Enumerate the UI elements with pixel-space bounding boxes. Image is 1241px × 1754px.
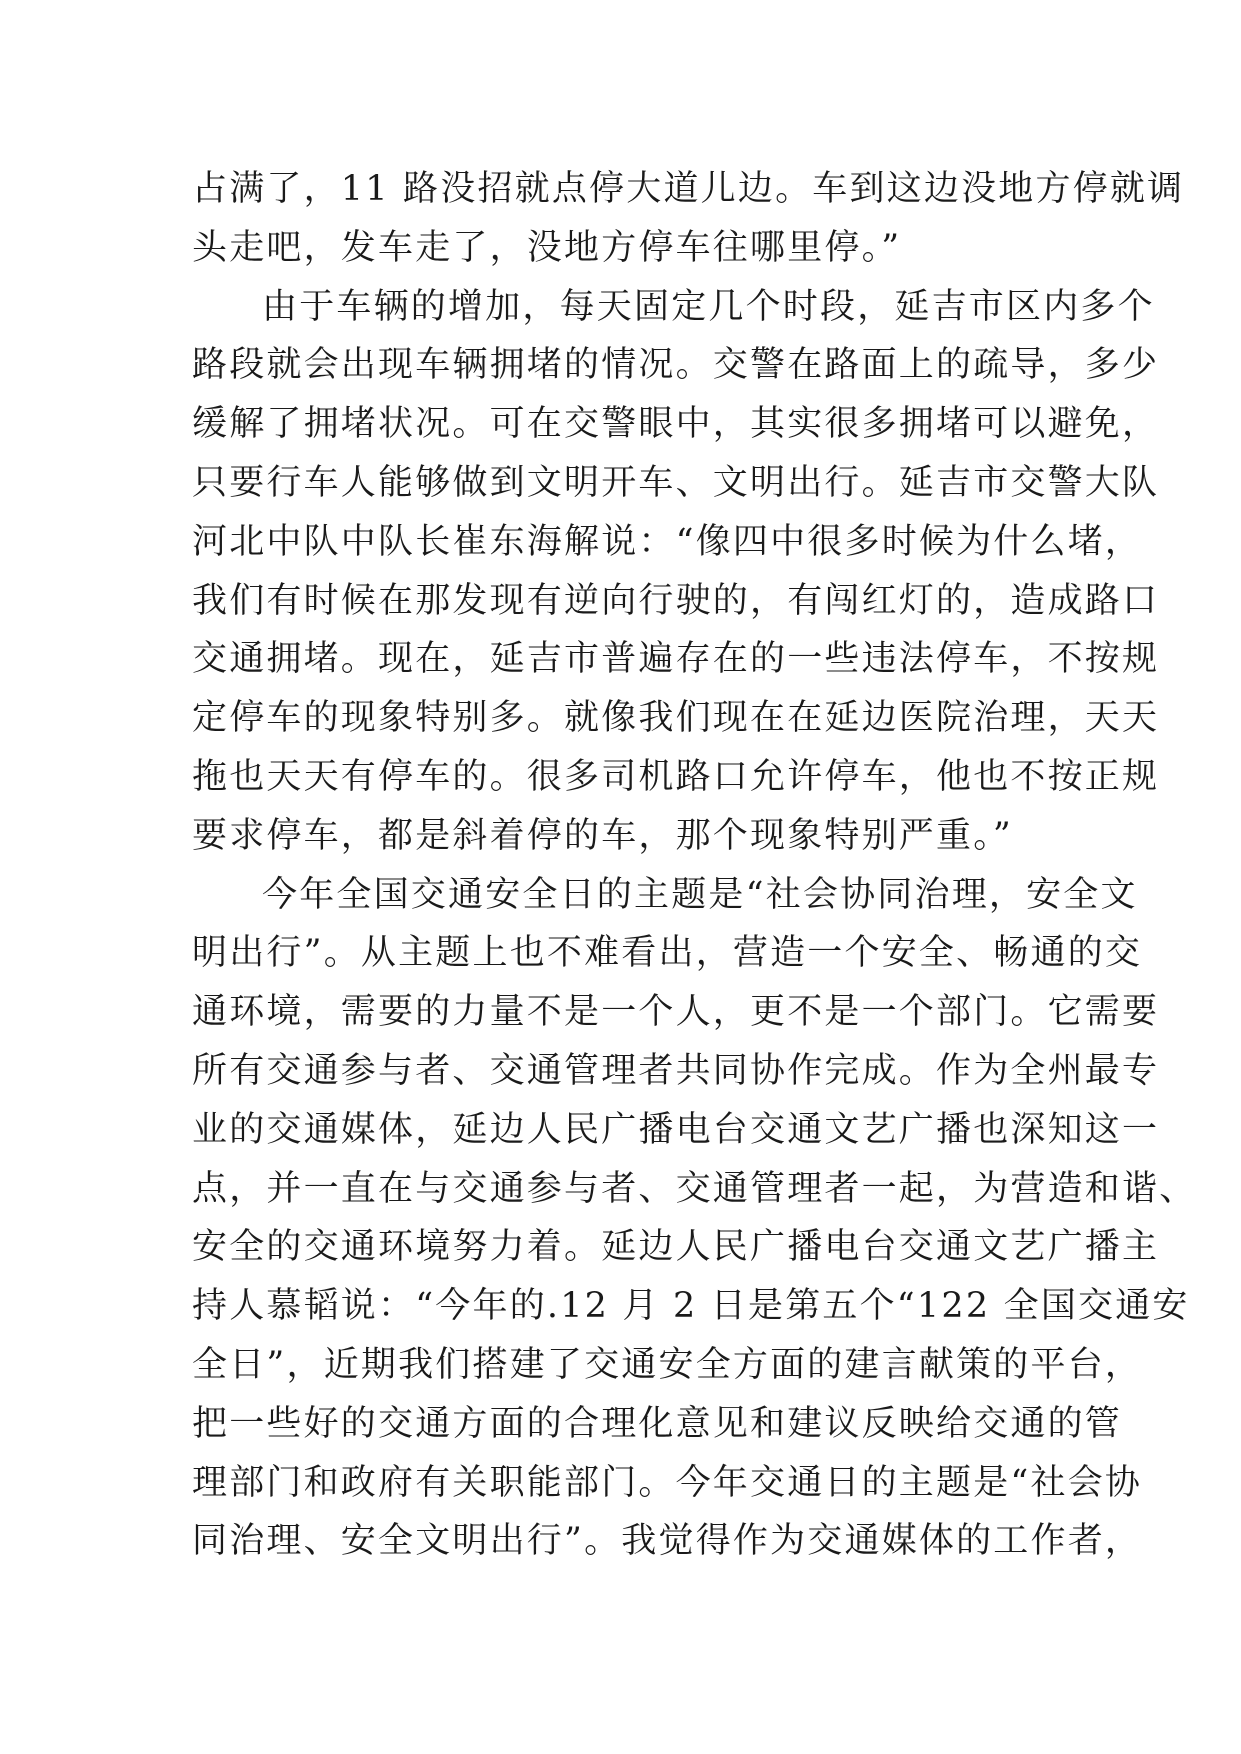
paragraph [192,866,1197,1572]
text-line: 持人慕韬说：“今年的.12 月 2 日是第五个“122 全国交通安 [192,1286,1190,1327]
text-line: 占满了，11 路没招就点停大道儿边。车到这边没地方停就调 [192,169,1185,209]
text-line: 今年全国交通安全日的主题是“社会协同治理，安全文 [262,874,1138,915]
text-line: 由于车辆的增加，每天固定几个时段，延吉市区内多个 [262,286,1155,327]
text-line: 定停车的现象特别多。就像我们现在在延边医院治理，天天 [192,698,1160,739]
text-line: 只要行车人能够做到文明开车、文明出行。延吉市交警大队 [192,462,1160,503]
text-line: 全日”，近期我们搭建了交通安全方面的建言献策的平台， [192,1344,1143,1385]
paragraph [192,278,1160,866]
text-line: 业的交通媒体，延边人民广播电台交通文艺广播也深知这一 [192,1109,1160,1150]
text-line: 明出行”。从主题上也不难看出，营造一个安全、畅通的交 [192,933,1143,974]
text-line: 头走吧，发车走了，没地方停车往哪里停。” [192,227,902,268]
text-line: 理部门和政府有关职能部门。今年交通日的主题是“社会协 [192,1462,1143,1503]
text-line: 通环境，需要的力量不是一个人，更不是一个部门。它需要 [192,992,1160,1033]
paragraph [192,160,1185,278]
text-line: 河北中队中队长崔东海解说：“像四中很多时候为什么堵， [192,521,1143,562]
text-line: 把一些好的交通方面的合理化意见和建议反映给交通的管 [192,1403,1123,1444]
text-line: 要求停车，都是斜着停的车，那个现象特别严重。” [192,815,1013,856]
text-line: 我们有时候在那发现有逆向行驶的，有闯红灯的，造成路口 [192,580,1160,621]
text-line: 拖也天天有停车的。很多司机路口允许停车，他也不按正规 [192,756,1160,797]
text-line: 安全的交通环境努力着。延边人民广播电台交通文艺广播主 [192,1227,1160,1268]
text-line: 同治理、安全文明出行”。我觉得作为交通媒体的工作者， [192,1521,1143,1562]
text-line: 交通拥堵。现在，延吉市普遍存在的一些违法停车，不按规 [192,639,1160,680]
text-line: 点，并一直在与交通参与者、交通管理者一起，为营造和谐、 [192,1168,1197,1209]
text-line: 路段就会出现车辆拥堵的情况。交警在路面上的疏导，多少 [192,345,1160,386]
body-text [192,160,1197,1571]
text-line: 缓解了拥堵状况。可在交警眼中，其实很多拥堵可以避免， [192,404,1160,445]
text-line: 所有交通参与者、交通管理者共同协作完成。作为全州最专 [192,1050,1160,1091]
